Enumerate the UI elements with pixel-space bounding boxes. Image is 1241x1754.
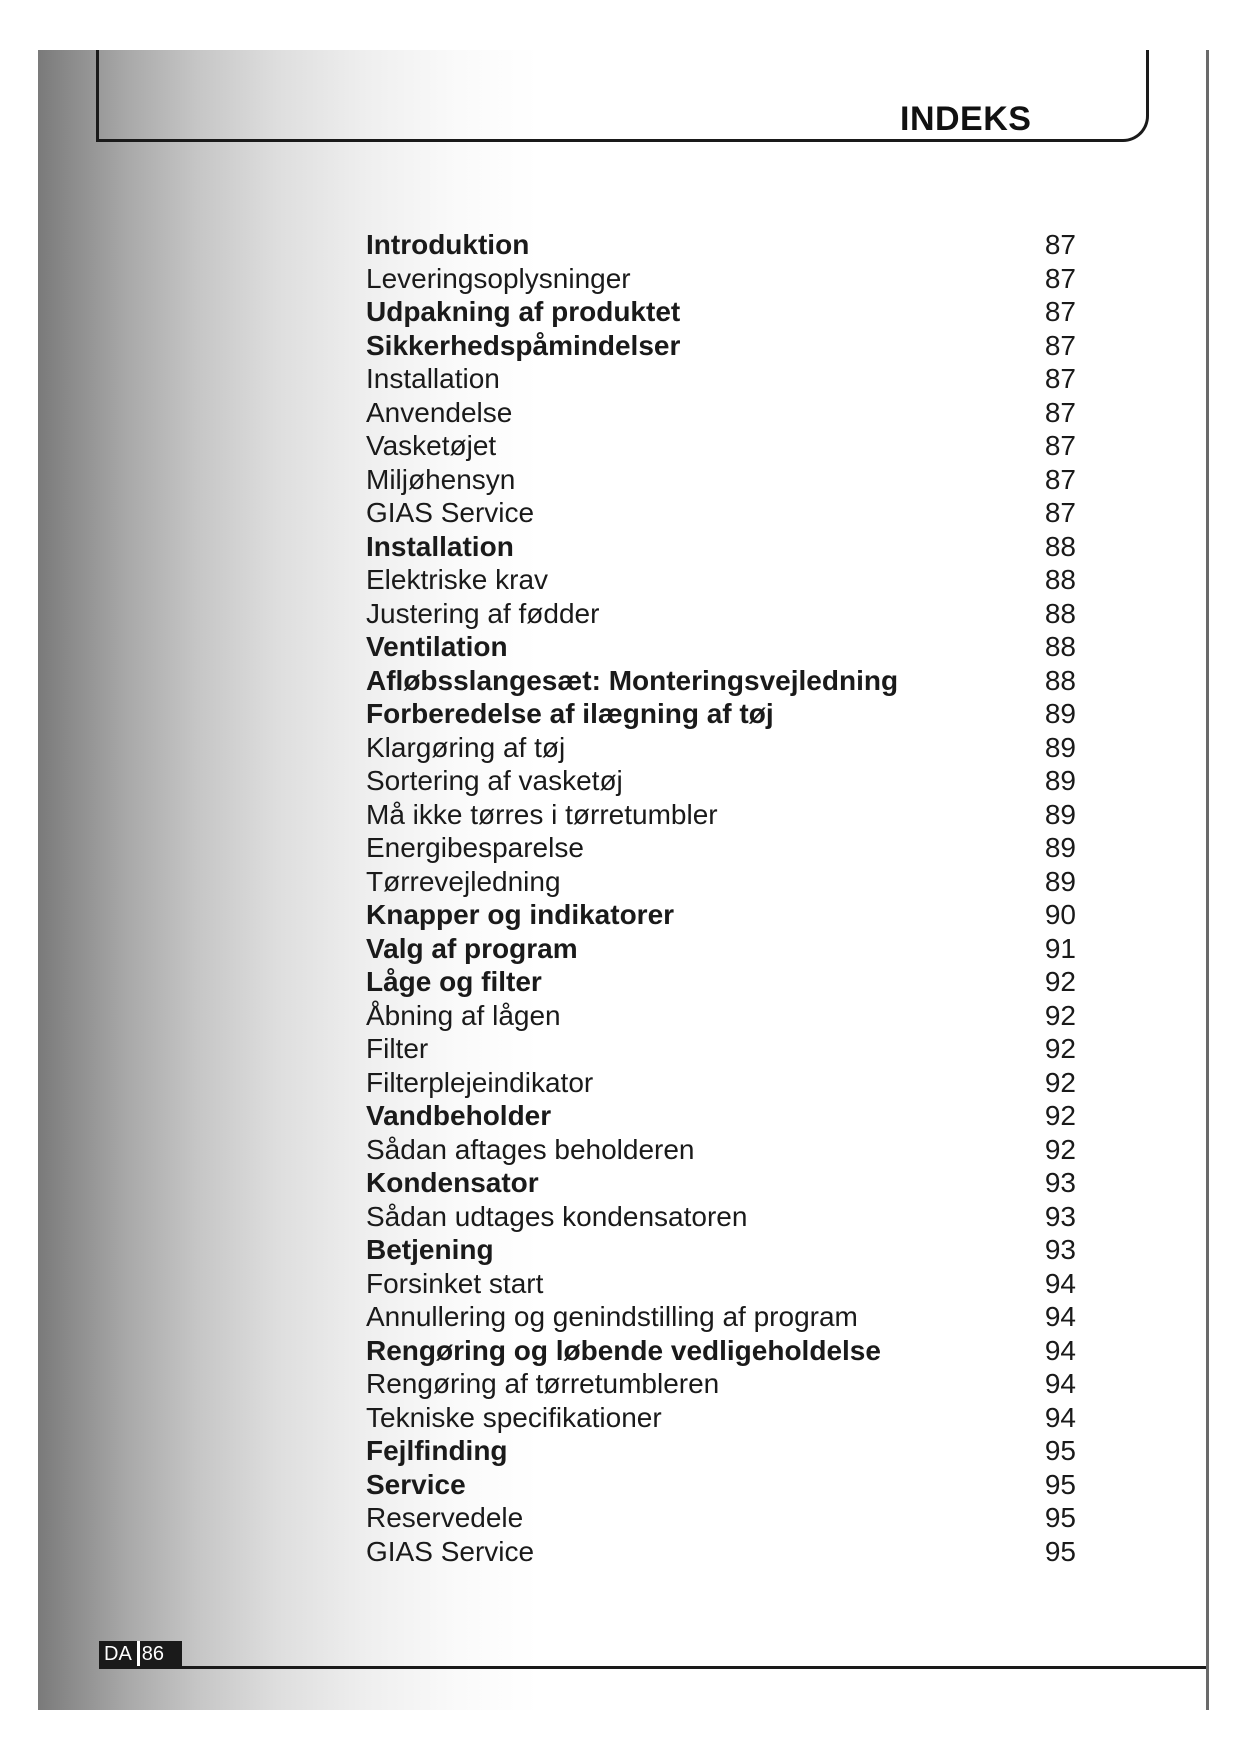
toc-entry-label: Betjening bbox=[366, 1234, 494, 1265]
toc-entry-page: 89 bbox=[1044, 798, 1076, 830]
toc-entry[interactable] bbox=[366, 999, 1076, 1033]
toc-entry[interactable] bbox=[366, 965, 1076, 999]
toc-entry-label: Sikkerhedspåmindelser bbox=[366, 329, 681, 361]
toc-entry-label: Forsinket start bbox=[366, 1267, 544, 1299]
toc-entry-label: Vasketøjet bbox=[366, 430, 497, 461]
toc-entry[interactable] bbox=[366, 1468, 1076, 1502]
toc-entry-label: Filter bbox=[366, 1033, 429, 1064]
toc-entry[interactable] bbox=[366, 1367, 1076, 1401]
toc-entry[interactable] bbox=[366, 1200, 1076, 1234]
toc-entry-label: Installation bbox=[366, 530, 514, 562]
page-badge bbox=[99, 1641, 182, 1668]
toc-entry-label: Introduktion bbox=[366, 229, 530, 260]
toc-entry[interactable] bbox=[366, 664, 1076, 698]
toc-entry-label: Reservedele bbox=[366, 1502, 524, 1533]
toc-entry[interactable] bbox=[366, 1166, 1076, 1200]
toc-entry[interactable] bbox=[366, 1066, 1076, 1100]
toc-entry-label: Låge og filter bbox=[366, 966, 542, 997]
toc-entry-label: Tørrevejledning bbox=[366, 865, 561, 897]
toc-entry[interactable] bbox=[366, 1032, 1076, 1066]
toc-entry[interactable] bbox=[366, 396, 1076, 430]
toc-entry-label: GIAS Service bbox=[366, 1535, 535, 1567]
toc-entry-page: 87 bbox=[1044, 296, 1076, 327]
toc-entry-label: Filterplejeindikator bbox=[366, 1066, 594, 1098]
toc-entry-page: 88 bbox=[1044, 530, 1076, 562]
toc-entry[interactable] bbox=[366, 731, 1076, 765]
toc-entry[interactable] bbox=[366, 1535, 1076, 1569]
toc-entry[interactable] bbox=[366, 1334, 1076, 1368]
toc-entry-page: 87 bbox=[1044, 363, 1076, 394]
toc-entry[interactable] bbox=[366, 362, 1076, 396]
toc-entry[interactable] bbox=[366, 496, 1076, 530]
toc-entry[interactable] bbox=[366, 597, 1076, 631]
toc-entry-page: 94 bbox=[1044, 1334, 1076, 1366]
toc-entry[interactable] bbox=[366, 697, 1076, 731]
toc-entry-page: 89 bbox=[1044, 865, 1076, 897]
toc-entry[interactable] bbox=[366, 228, 1076, 262]
toc-entry-label: Sådan udtages kondensatoren bbox=[366, 1200, 748, 1232]
toc-entry[interactable] bbox=[366, 1267, 1076, 1301]
toc-entry[interactable] bbox=[366, 530, 1076, 564]
toc-entry-page: 95 bbox=[1044, 1435, 1076, 1466]
toc-entry[interactable] bbox=[366, 1434, 1076, 1468]
toc-entry-page: 87 bbox=[1044, 430, 1076, 461]
toc-entry-page: 87 bbox=[1044, 262, 1076, 294]
toc-entry-label: Rengøring og løbende vedligeholdelse bbox=[366, 1334, 881, 1366]
toc-entry-page: 92 bbox=[1044, 966, 1076, 997]
toc-entry-label: Ventilation bbox=[366, 631, 508, 662]
toc-entry[interactable] bbox=[366, 630, 1076, 664]
right-edge-rule bbox=[1206, 50, 1209, 1710]
toc-entry-page: 93 bbox=[1044, 1234, 1076, 1265]
toc-entry-page: 94 bbox=[1044, 1267, 1076, 1299]
toc-entry-page: 88 bbox=[1044, 564, 1076, 595]
toc-entry[interactable] bbox=[366, 1233, 1076, 1267]
toc-entry-label: Åbning af lågen bbox=[366, 999, 561, 1031]
toc-entry-label: Anvendelse bbox=[366, 396, 513, 428]
toc-entry-label: Tekniske specifikationer bbox=[366, 1401, 662, 1433]
toc-entry[interactable] bbox=[366, 429, 1076, 463]
toc-entry-page: 88 bbox=[1044, 631, 1076, 662]
toc-entry[interactable] bbox=[366, 295, 1076, 329]
toc-entry[interactable] bbox=[366, 831, 1076, 865]
toc-entry-page: 94 bbox=[1044, 1301, 1076, 1332]
toc-entry[interactable] bbox=[366, 563, 1076, 597]
page-number: 86 bbox=[140, 1641, 182, 1668]
toc-entry[interactable] bbox=[366, 798, 1076, 832]
toc-entry-label: Energibesparelse bbox=[366, 832, 584, 863]
toc-entry-page: 87 bbox=[1044, 229, 1076, 260]
toc-entry-page: 89 bbox=[1044, 731, 1076, 763]
toc-entry[interactable] bbox=[366, 865, 1076, 899]
toc-entry-page: 88 bbox=[1044, 664, 1076, 696]
toc-entry-page: 92 bbox=[1044, 1066, 1076, 1098]
toc-entry-page: 93 bbox=[1044, 1200, 1076, 1232]
toc-entry-label: GIAS Service bbox=[366, 497, 535, 528]
toc-entry-page: 89 bbox=[1044, 698, 1076, 729]
toc-entry-label: Service bbox=[366, 1468, 466, 1500]
page-title: INDEKS bbox=[900, 100, 1032, 138]
toc-entry-page: 92 bbox=[1044, 1100, 1076, 1131]
toc-entry-page: 91 bbox=[1044, 932, 1076, 964]
footer-rule bbox=[99, 1666, 1206, 1669]
toc-entry-page: 94 bbox=[1044, 1401, 1076, 1433]
toc-entry-page: 92 bbox=[1044, 1133, 1076, 1165]
toc-entry-label: Justering af fødder bbox=[366, 597, 600, 629]
toc-entry-page: 92 bbox=[1044, 999, 1076, 1031]
toc-entry-page: 89 bbox=[1044, 765, 1076, 796]
toc-entry-page: 87 bbox=[1044, 396, 1076, 428]
toc-entry-page: 89 bbox=[1044, 832, 1076, 863]
language-code: DA bbox=[99, 1641, 137, 1668]
toc-entry-label: Udpakning af produktet bbox=[366, 296, 681, 327]
toc-entry-label: Må ikke tørres i tørretumbler bbox=[366, 798, 718, 830]
toc-entry-label: Kondensator bbox=[366, 1167, 539, 1198]
toc-entry-page: 90 bbox=[1044, 899, 1076, 930]
toc-entry[interactable] bbox=[366, 1501, 1076, 1535]
table-of-contents bbox=[366, 228, 1076, 1568]
toc-entry-label: Installation bbox=[366, 363, 500, 394]
toc-entry-page: 93 bbox=[1044, 1167, 1076, 1198]
toc-entry-label: Leveringsoplysninger bbox=[366, 262, 631, 294]
toc-entry-label: Rengøring af tørretumbleren bbox=[366, 1368, 720, 1399]
toc-entry-label: Klargøring af tøj bbox=[366, 731, 566, 763]
toc-entry-page: 87 bbox=[1044, 329, 1076, 361]
toc-entry[interactable] bbox=[366, 764, 1076, 798]
toc-entry-label: Forberedelse af ilægning af tøj bbox=[366, 698, 774, 729]
toc-entry[interactable] bbox=[366, 262, 1076, 296]
toc-entry-label: Annullering og genindstilling af program bbox=[366, 1301, 858, 1332]
toc-entry-label: Sortering af vasketøj bbox=[366, 765, 623, 796]
toc-entry-label: Miljøhensyn bbox=[366, 463, 516, 495]
toc-entry[interactable] bbox=[366, 463, 1076, 497]
toc-entry[interactable] bbox=[366, 1300, 1076, 1334]
toc-entry[interactable] bbox=[366, 329, 1076, 363]
toc-entry-label: Knapper og indikatorer bbox=[366, 899, 675, 930]
toc-entry-label: Sådan aftages beholderen bbox=[366, 1133, 695, 1165]
toc-entry[interactable] bbox=[366, 932, 1076, 966]
toc-entry-page: 95 bbox=[1044, 1535, 1076, 1567]
toc-entry[interactable] bbox=[366, 1401, 1076, 1435]
toc-entry-page: 95 bbox=[1044, 1468, 1076, 1500]
toc-entry-page: 94 bbox=[1044, 1368, 1076, 1399]
toc-entry-page: 87 bbox=[1044, 497, 1076, 528]
toc-entry-page: 88 bbox=[1044, 597, 1076, 629]
toc-entry[interactable] bbox=[366, 1099, 1076, 1133]
toc-entry-page: 87 bbox=[1044, 463, 1076, 495]
toc-entry-label: Fejlfinding bbox=[366, 1435, 508, 1466]
toc-entry-page: 92 bbox=[1044, 1033, 1076, 1064]
toc-entry[interactable] bbox=[366, 898, 1076, 932]
toc-entry-label: Valg af program bbox=[366, 932, 578, 964]
toc-entry-label: Afløbsslangesæt: Monteringsvejledning bbox=[366, 664, 899, 696]
toc-entry-label: Elektriske krav bbox=[366, 564, 549, 595]
toc-entry-label: Vandbeholder bbox=[366, 1100, 552, 1131]
toc-entry-page: 95 bbox=[1044, 1502, 1076, 1533]
toc-entry[interactable] bbox=[366, 1133, 1076, 1167]
